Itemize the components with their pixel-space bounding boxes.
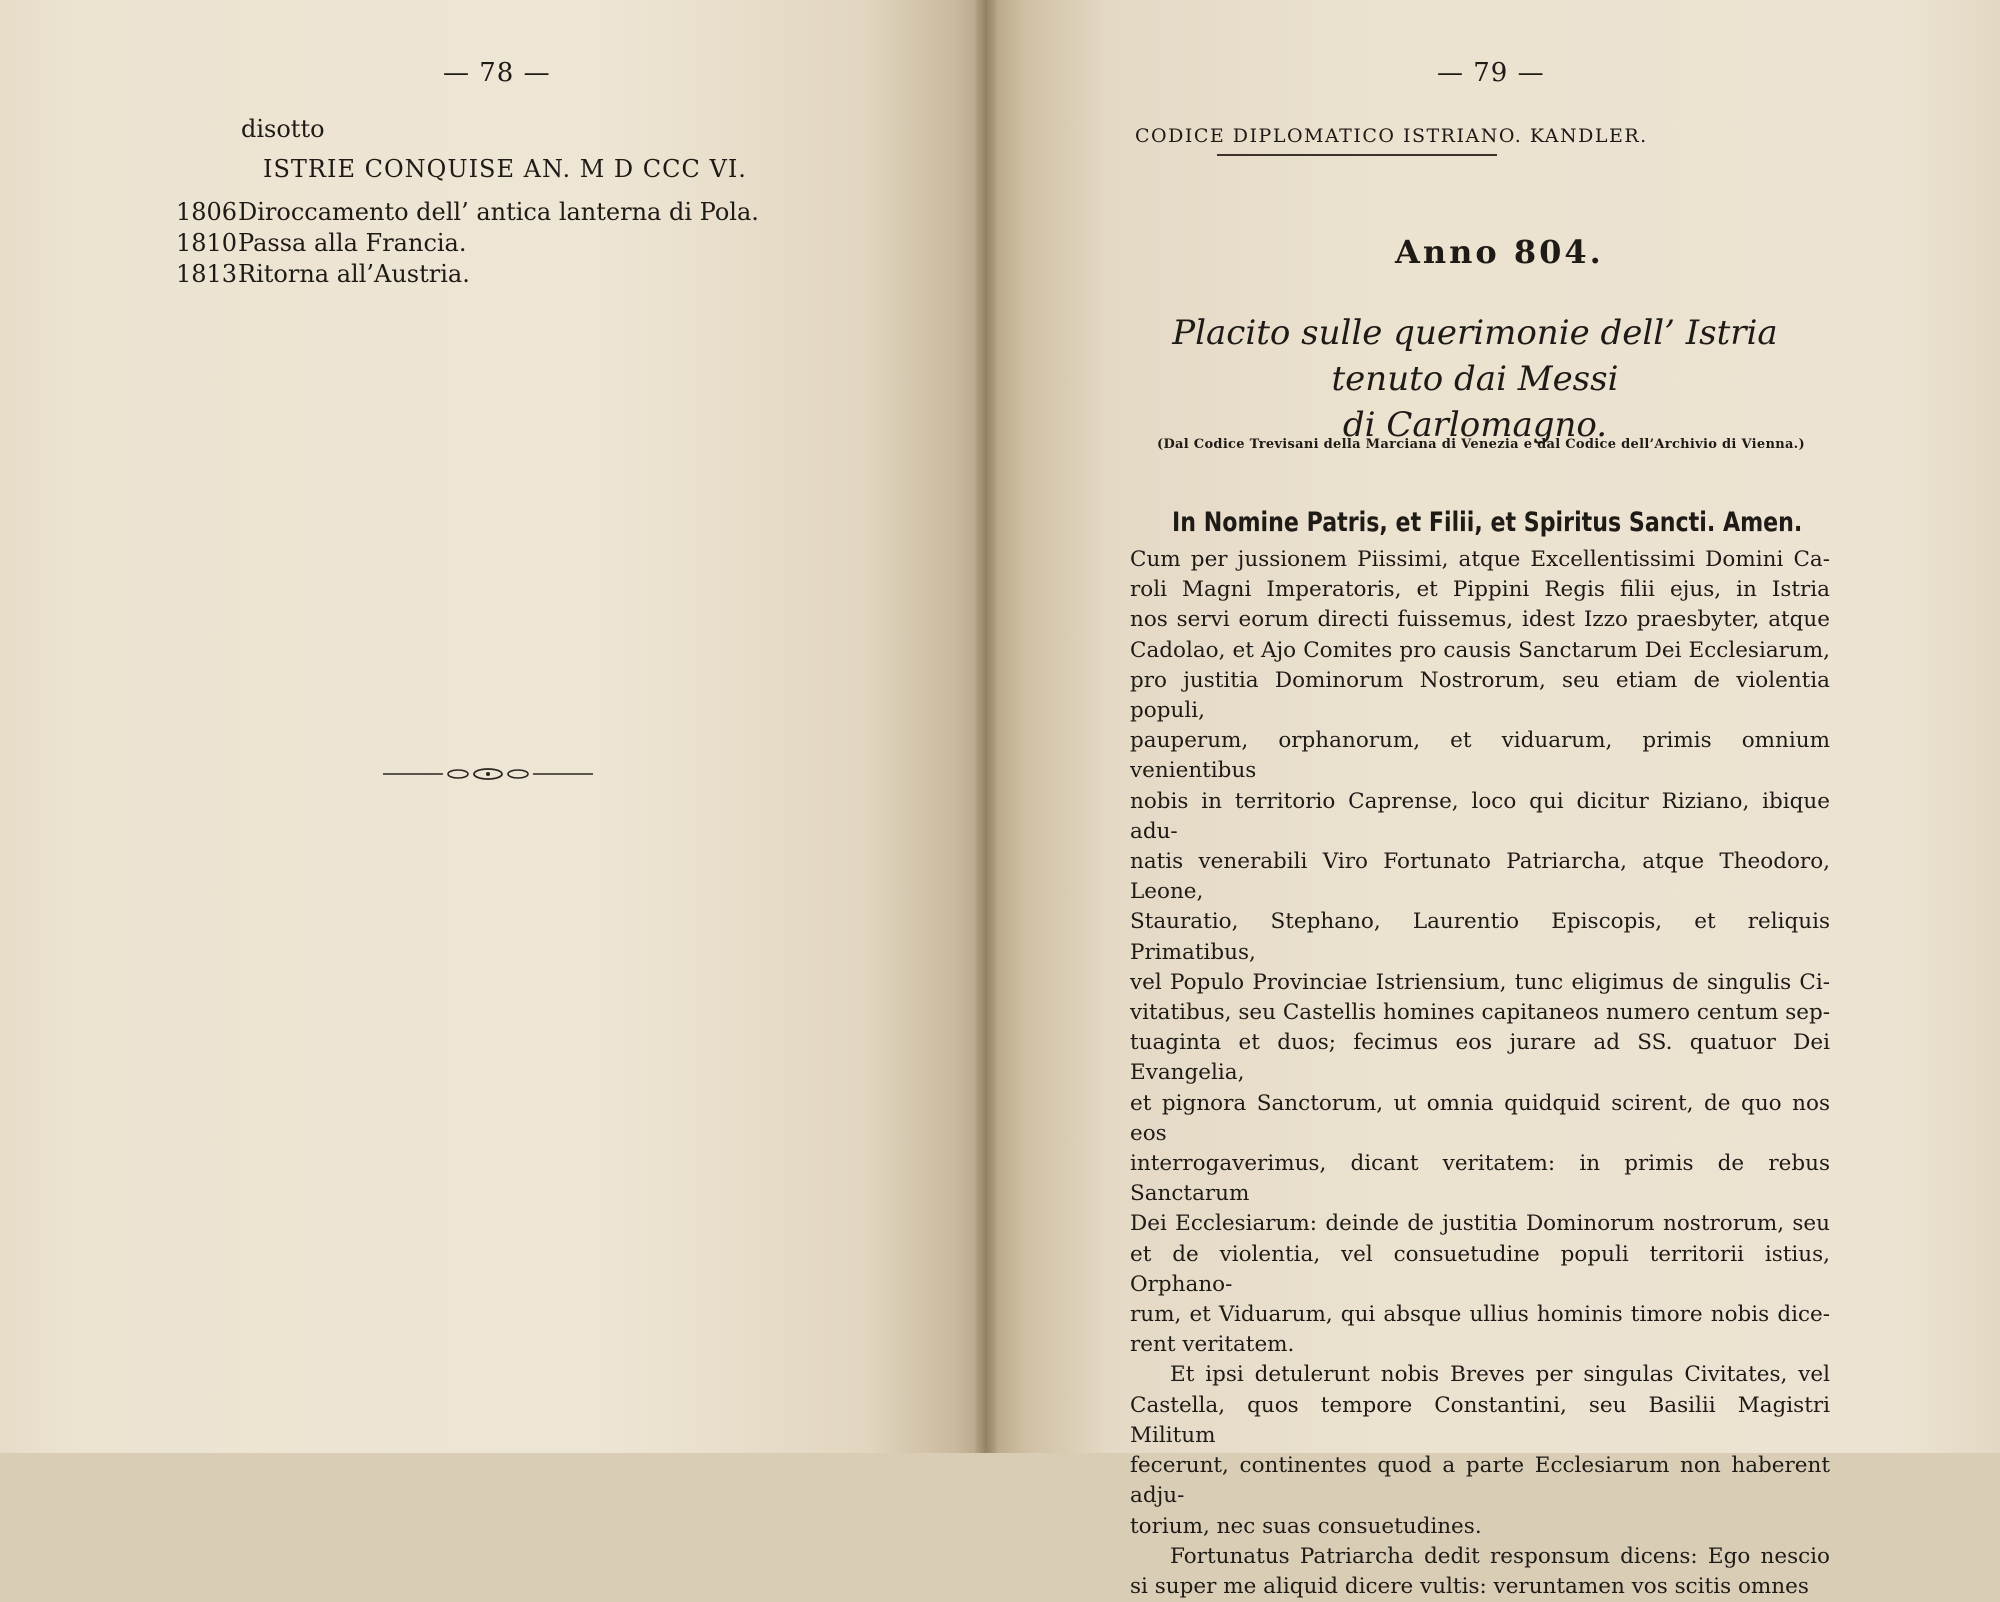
right-page bbox=[985, 0, 2000, 1599]
invocation: In Nomine Patris, et Filii, et Spiritus Sancti. Amen. bbox=[1172, 507, 1803, 538]
body-line: Et ipsi detulerunt nobis Breves per singulas Civitates, vel bbox=[1170, 1362, 1830, 1388]
paragraph-3 bbox=[1130, 1542, 1830, 1602]
body-line: Dei Ecclesiarum: deinde de justitia Dominorum nostrorum, seu bbox=[1130, 1211, 1830, 1237]
body-line: fecerunt, continentes quod a parte Ecclesiarum non haberent adju- bbox=[1130, 1453, 1830, 1509]
body-line: torium, nec suas consuetudines. bbox=[1130, 1513, 1482, 1539]
body-text bbox=[1130, 545, 1830, 1602]
title-line-1: Placito sulle querimonie dell’ Istria tenuto dai Messi bbox=[1172, 313, 1778, 399]
entry-year: 1806 bbox=[176, 198, 238, 226]
entry-year: 1813 bbox=[176, 260, 238, 288]
body-line: pro justitia Dominorum Nostrorum, seu etiam de violentia populi, bbox=[1130, 667, 1830, 724]
running-head-rule bbox=[1217, 154, 1497, 156]
paragraph-2 bbox=[1130, 1360, 1830, 1541]
body-line: vitatibus, seu Castellis homines capitaneos numero centum sep- bbox=[1130, 1000, 1830, 1026]
body-line: pauperum, orphanorum, et viduarum, primis omnium venientibus bbox=[1130, 728, 1830, 784]
entry-text: Ritorna all’Austria. bbox=[238, 260, 470, 288]
running-head: CODICE DIPLOMATICO ISTRIANO. KANDLER. bbox=[1135, 125, 1648, 147]
entry-year: 1810 bbox=[176, 229, 238, 257]
body-line: Cadolao, et Ajo Comites pro causis Sanctarum Dei Ecclesiarum, bbox=[1130, 637, 1830, 663]
body-line: interrogaverimus, dicant veritatem: in primis de rebus Sanctarum bbox=[1130, 1151, 1830, 1207]
paragraph-1 bbox=[1130, 545, 1830, 1360]
body-line: nos servi eorum directi fuissemus, idest Izzo praesbyter, atque bbox=[1130, 607, 1830, 633]
body-line: et pignora Sanctorum, ut omnia quidquid scirent, de quo nos eos bbox=[1130, 1090, 1830, 1146]
tailpiece-ornament bbox=[383, 766, 593, 782]
left-heading: ISTRIE CONQUISE AN. M D CCC VI. bbox=[263, 155, 747, 183]
book-gutter bbox=[975, 0, 997, 1453]
body-line: Cum per jussionem Piissimi, atque Excellentissimi Domini Ca- bbox=[1130, 547, 1830, 572]
entry-text: Passa alla Francia. bbox=[238, 229, 467, 257]
body-line: Castella, quos tempore Constantini, seu Basilii Magistri Militum bbox=[1130, 1392, 1830, 1448]
body-line: Fortunatus Patriarcha dedit responsum dicens: Ego nescio bbox=[1170, 1543, 1830, 1569]
left-entries bbox=[176, 197, 759, 290]
body-line: nobis in territorio Caprense, loco qui dicitur Riziano, ibique adu- bbox=[1130, 788, 1830, 844]
body-line: rum, et Viduarum, qui absque ullius hominis timore nobis dice- bbox=[1130, 1302, 1830, 1328]
title-line-2: di Carlomagno. bbox=[1342, 405, 1608, 445]
body-line: Stauratio, Stephano, Laurentio Episcopis, et reliquis Primatibus, bbox=[1130, 909, 1830, 965]
body-line: vel Populo Provinciae Istriensium, tunc eligimus de singulis Ci- bbox=[1130, 969, 1830, 995]
body-line: roli Magni Imperatoris, et Pippini Regis filii ejus, in Istria bbox=[1130, 577, 1830, 603]
left-entry bbox=[176, 228, 759, 259]
body-line: natis venerabili Viro Fortunato Patriarcha, atque Theodoro, Leone, bbox=[1130, 849, 1830, 905]
left-top-word: disotto bbox=[241, 115, 325, 143]
left-entry bbox=[176, 259, 759, 290]
right-page-number: — 79 — bbox=[1437, 58, 1545, 88]
left-entry bbox=[176, 197, 759, 228]
source-note: (Dal Codice Trevisani della Marciana di Venezia e dal Codice dell’Archivio di Vienna.) bbox=[1157, 437, 1805, 452]
body-line: et de violentia, vel consuetudine populi territorii istius, Orphano- bbox=[1130, 1241, 1830, 1297]
body-line: tuaginta et duos; fecimus eos jurare ad SS. quatuor Dei Evangelia, bbox=[1130, 1030, 1830, 1086]
document-title bbox=[1115, 310, 1835, 448]
left-page bbox=[0, 0, 985, 1453]
body-line: si super me aliquid dicere vultis: veruntamen vos scitis omnes bbox=[1130, 1573, 1809, 1599]
left-page-number: — 78 — bbox=[443, 58, 551, 88]
body-line: rent veritatem. bbox=[1130, 1332, 1295, 1358]
entry-text: Diroccamento dell’ antica lanterna di Pola. bbox=[238, 198, 759, 226]
year-heading: Anno 804. bbox=[1395, 233, 1604, 271]
